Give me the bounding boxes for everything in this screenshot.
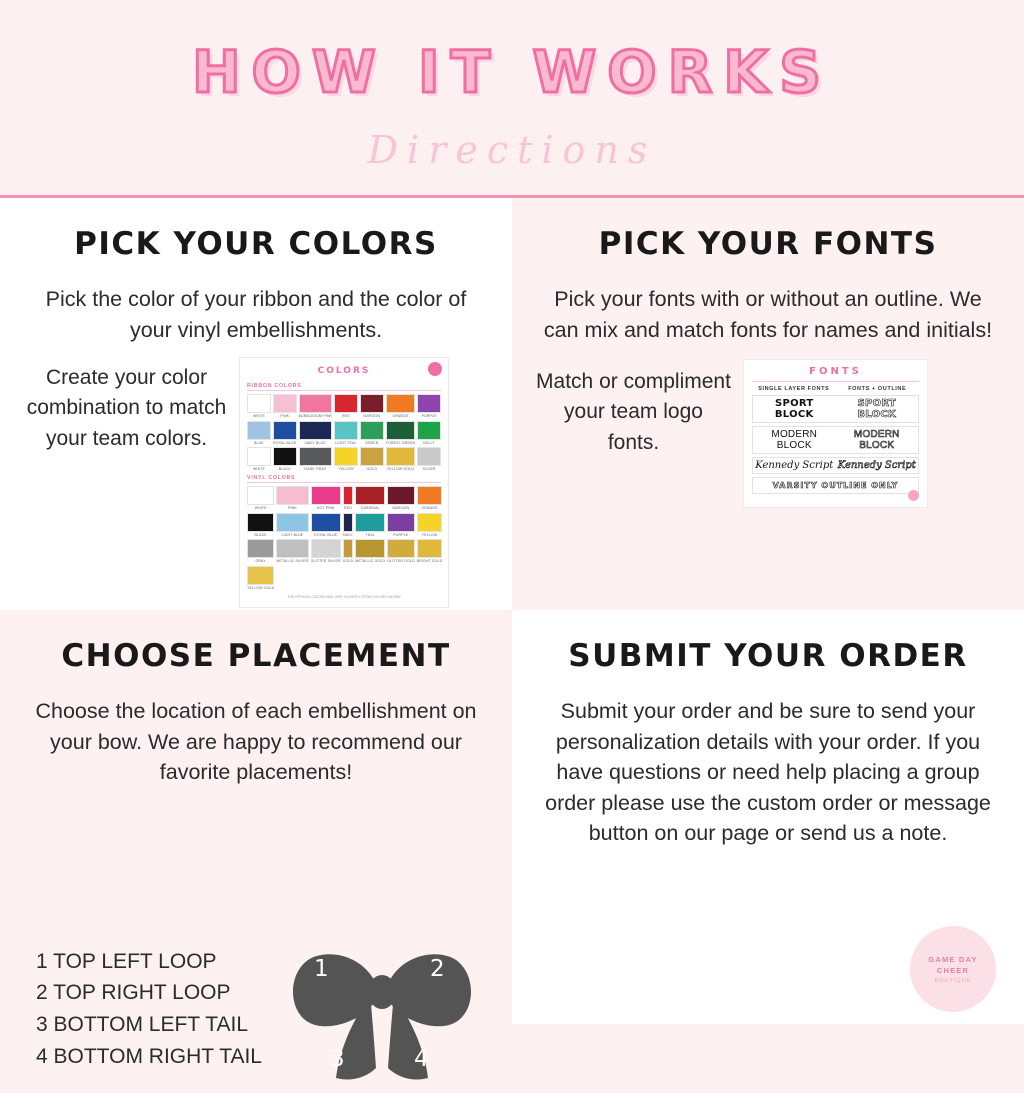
placement-list-item: 3 BOTTOM LEFT TAIL [36, 1013, 248, 1037]
color-chip [334, 394, 358, 413]
font-sample-outline: SPORT BLOCK [857, 398, 897, 421]
color-name: YELLOW [338, 467, 354, 472]
color-name: RED [344, 506, 352, 511]
color-name: YELLOW GOLD [386, 467, 415, 472]
ribbon-swatch [334, 421, 358, 446]
ribbon-swatch [247, 447, 271, 472]
font-sample-single: SPORT BLOCK [774, 398, 814, 421]
ribbon-swatch [360, 421, 384, 446]
ribbon-swatch [247, 394, 271, 419]
bow-number-2: 2 [430, 955, 445, 982]
bow-number-3: 3 [330, 1045, 345, 1072]
badge-icon [908, 490, 919, 501]
color-chip [299, 394, 332, 413]
color-name: MAROON [363, 414, 381, 419]
color-chart-card [239, 357, 449, 608]
color-chip [417, 447, 441, 466]
color-name: DARK GRAY [304, 467, 327, 472]
color-name: GREEN [365, 440, 379, 445]
bow-number-1: 1 [314, 955, 329, 982]
vinyl-swatch [387, 513, 415, 538]
ribbon-swatch [417, 421, 441, 446]
color-name: RED [341, 414, 350, 419]
font-sample-outline: Kennedy Script [837, 460, 916, 472]
vinyl-swatch [311, 486, 341, 511]
vinyl-swatch [355, 539, 385, 564]
color-chip [247, 566, 274, 585]
color-chip [311, 513, 341, 532]
color-chip [417, 486, 443, 505]
vinyl-swatch [355, 513, 385, 538]
color-chip [386, 394, 416, 413]
color-chip [360, 394, 384, 413]
ribbon-colors-label: RIBBON COLORS [247, 383, 441, 391]
color-name: BUBBLEGUM PINK [298, 414, 333, 419]
vinyl-swatch [343, 486, 354, 511]
font-sample-single: Kennedy Script [755, 460, 834, 472]
color-name: SILVER [422, 467, 436, 472]
vinyl-swatch [276, 513, 308, 538]
color-chip [299, 447, 332, 466]
fonts-content [536, 359, 1000, 508]
font-row-varsity [752, 477, 919, 494]
section-choose-placement [0, 610, 512, 1072]
color-name: GOLD [342, 559, 354, 564]
ribbon-swatch [386, 447, 416, 472]
color-chip [311, 486, 341, 505]
section-body-placement: Choose the location of each embellishment on your bow. We are happy to recommend our favorite placements! [35, 699, 477, 785]
color-chart-title: COLORS [317, 366, 371, 377]
section-title-fonts: PICK YOUR FONTS [598, 226, 938, 262]
placement-list-item: 4 BOTTOM RIGHT TAIL [36, 1045, 262, 1069]
placement-list-item: 1 TOP LEFT LOOP [36, 949, 217, 973]
color-name: GLITTER GOLD [387, 559, 415, 564]
vinyl-swatch [387, 486, 415, 511]
font-col-right-label: FONTS + OUTLINE [848, 386, 907, 393]
vinyl-swatch [247, 539, 274, 564]
color-name: NAVY BLUE [304, 440, 326, 445]
color-chip [387, 486, 415, 505]
fonts-side-text: Match or compliment your team logo fonts. [536, 370, 731, 454]
color-chip [247, 447, 271, 466]
color-chart-footnote: THE OFFICIAL COLORS MAY VARY SLIGHTLY FROM COLORS SHOWN [287, 594, 401, 599]
color-name: ROYAL BLUE [314, 532, 338, 537]
color-name: BLACK [278, 467, 291, 472]
font-column-headers [752, 386, 919, 392]
ribbon-swatch [334, 394, 358, 419]
color-chip [417, 421, 441, 440]
vinyl-swatch [355, 486, 385, 511]
color-chip [334, 447, 358, 466]
color-name: WHITE [252, 467, 265, 472]
section-title-colors: PICK YOUR COLORS [74, 226, 438, 262]
placement-content [24, 788, 488, 1088]
color-name: ROYAL BLUE [273, 440, 297, 445]
color-name: LIGHT TEAL [335, 440, 357, 445]
font-sample-single: MODERN BLOCK [771, 429, 818, 452]
logo-line-1: GAME DAY [928, 954, 978, 964]
color-name: PURPLE [421, 414, 437, 419]
color-chip [387, 513, 415, 532]
color-chip [355, 539, 385, 558]
vinyl-swatch [247, 513, 274, 538]
color-chip [417, 513, 443, 532]
page-subtitle: Directions [367, 128, 657, 172]
badge-icon [428, 362, 442, 376]
vinyl-swatch [417, 539, 443, 564]
font-chart-card [743, 359, 928, 508]
font-sample-outline: MODERN BLOCK [853, 429, 900, 452]
section-submit-your-order [512, 610, 1024, 1024]
section-pick-your-fonts [512, 198, 1024, 610]
ribbon-swatch-grid [247, 394, 441, 472]
color-chip [417, 394, 441, 413]
ribbon-swatch [247, 421, 271, 446]
ribbon-swatch [273, 447, 297, 472]
steps-grid [0, 198, 1024, 1072]
logo-line-2: CHEER [936, 965, 970, 975]
ribbon-swatch [360, 447, 384, 472]
vinyl-swatch [343, 539, 354, 564]
brand-logo [910, 926, 996, 1012]
ribbon-swatch [273, 421, 297, 446]
ribbon-swatch [417, 447, 441, 472]
color-chip [386, 421, 416, 440]
color-chip [386, 447, 416, 466]
color-name: GLITTER SILVER [310, 559, 341, 564]
color-name: METALLIC GOLD [355, 559, 386, 564]
section-body-colors: Pick the color of your ribbon and the color of your vinyl embellishments. [45, 287, 467, 342]
font-row [752, 426, 919, 454]
ribbon-swatch [299, 394, 332, 419]
color-chip [417, 539, 443, 558]
section-title-placement: CHOOSE PLACEMENT [61, 638, 451, 674]
vinyl-swatch [276, 539, 308, 564]
vinyl-swatch [311, 539, 341, 564]
color-chip [247, 539, 274, 558]
color-chip [360, 447, 384, 466]
colors-side-text: Create your color combination to match your team colors. [26, 366, 227, 450]
color-name: BLACK [254, 532, 267, 537]
section-pick-your-colors [0, 198, 512, 610]
color-name: GOLD [366, 467, 378, 472]
color-name: LIGHT BLUE [281, 532, 304, 537]
color-name: CARDINAL [360, 506, 380, 511]
font-rows [752, 395, 919, 474]
color-chip [343, 513, 354, 532]
vinyl-swatch [247, 486, 274, 511]
color-chip [343, 539, 354, 558]
header [0, 0, 1024, 198]
color-name: WHITE [252, 414, 265, 419]
section-body-submit: Submit your order and be sure to send your personalization details with your order. If you have questions or need help placing a group order please use the custom order or message button on our page or send us a note. [545, 699, 991, 846]
placement-list-item: 2 TOP RIGHT LOOP [36, 981, 231, 1005]
section-title-submit: SUBMIT YOUR ORDER [568, 638, 968, 674]
color-chip [311, 539, 341, 558]
color-chip [247, 513, 274, 532]
color-chip [247, 421, 271, 440]
ribbon-swatch [334, 447, 358, 472]
color-chip [355, 513, 385, 532]
color-chip [273, 421, 297, 440]
color-chip [276, 513, 308, 532]
vinyl-swatch [343, 513, 354, 538]
color-name: HOT PINK [316, 506, 335, 511]
color-chip [247, 394, 271, 413]
color-chip [276, 539, 308, 558]
color-name: PURPLE [393, 532, 409, 537]
color-name: BLUE [254, 440, 264, 445]
font-row [752, 395, 919, 423]
ribbon-swatch [386, 421, 416, 446]
color-name: WHITE [254, 506, 267, 511]
color-name: ORANGE [392, 414, 409, 419]
color-chip [334, 421, 358, 440]
font-col-left-label: SINGLE LAYER FONTS [758, 386, 830, 393]
colors-content [24, 357, 488, 608]
color-name: MAROON [392, 506, 410, 511]
color-chip [387, 539, 415, 558]
color-chip [247, 486, 274, 505]
color-name: KELLY [423, 440, 435, 445]
section-body-fonts: Pick your fonts with or without an outline. We can mix and match fonts for names and initials! [543, 287, 993, 342]
color-name: PINK [280, 414, 290, 419]
color-name: YELLOW GOLD [247, 586, 275, 591]
color-name: NAVY [343, 532, 353, 537]
bow-number-4: 4 [414, 1045, 429, 1072]
font-row [752, 457, 919, 474]
color-name: FOREST GREEN [385, 440, 416, 445]
vinyl-swatch [387, 539, 415, 564]
color-name: BRIGHT GOLD [416, 559, 443, 564]
placement-list [36, 946, 262, 1074]
vinyl-swatch [276, 486, 308, 511]
ribbon-swatch [299, 421, 332, 446]
vinyl-swatch [247, 566, 274, 591]
font-chart-title: FONTS [752, 366, 919, 382]
color-name: TEAL [365, 532, 375, 537]
bow-diagram [282, 928, 482, 1088]
color-chip [276, 486, 308, 505]
vinyl-swatch [311, 513, 341, 538]
color-name: GRAY [255, 559, 266, 564]
ribbon-swatch [360, 394, 384, 419]
ribbon-swatch [417, 394, 441, 419]
color-name: YELLOW [421, 532, 438, 537]
color-chip [360, 421, 384, 440]
color-chip [343, 486, 354, 505]
ribbon-swatch [299, 447, 332, 472]
vinyl-colors-label: VINYL COLORS [247, 475, 441, 483]
bow-icon [282, 928, 482, 1088]
vinyl-swatch [417, 486, 443, 511]
ribbon-swatch [273, 394, 297, 419]
page-title: HOW IT WORKS [191, 38, 832, 106]
color-chip [273, 394, 297, 413]
color-name: METALLIC SILVER [276, 559, 309, 564]
color-name: PINK [288, 506, 297, 511]
ribbon-swatch [386, 394, 416, 419]
color-chip [273, 447, 297, 466]
color-chip [355, 486, 385, 505]
vinyl-swatch-grid [247, 486, 441, 591]
font-sample-varsity: VARSITY OUTLINE ONLY [772, 481, 899, 491]
logo-line-3: BOUTIQUE [934, 977, 972, 984]
color-name: ORANGE [421, 506, 438, 511]
vinyl-swatch [417, 513, 443, 538]
color-chip [299, 421, 332, 440]
